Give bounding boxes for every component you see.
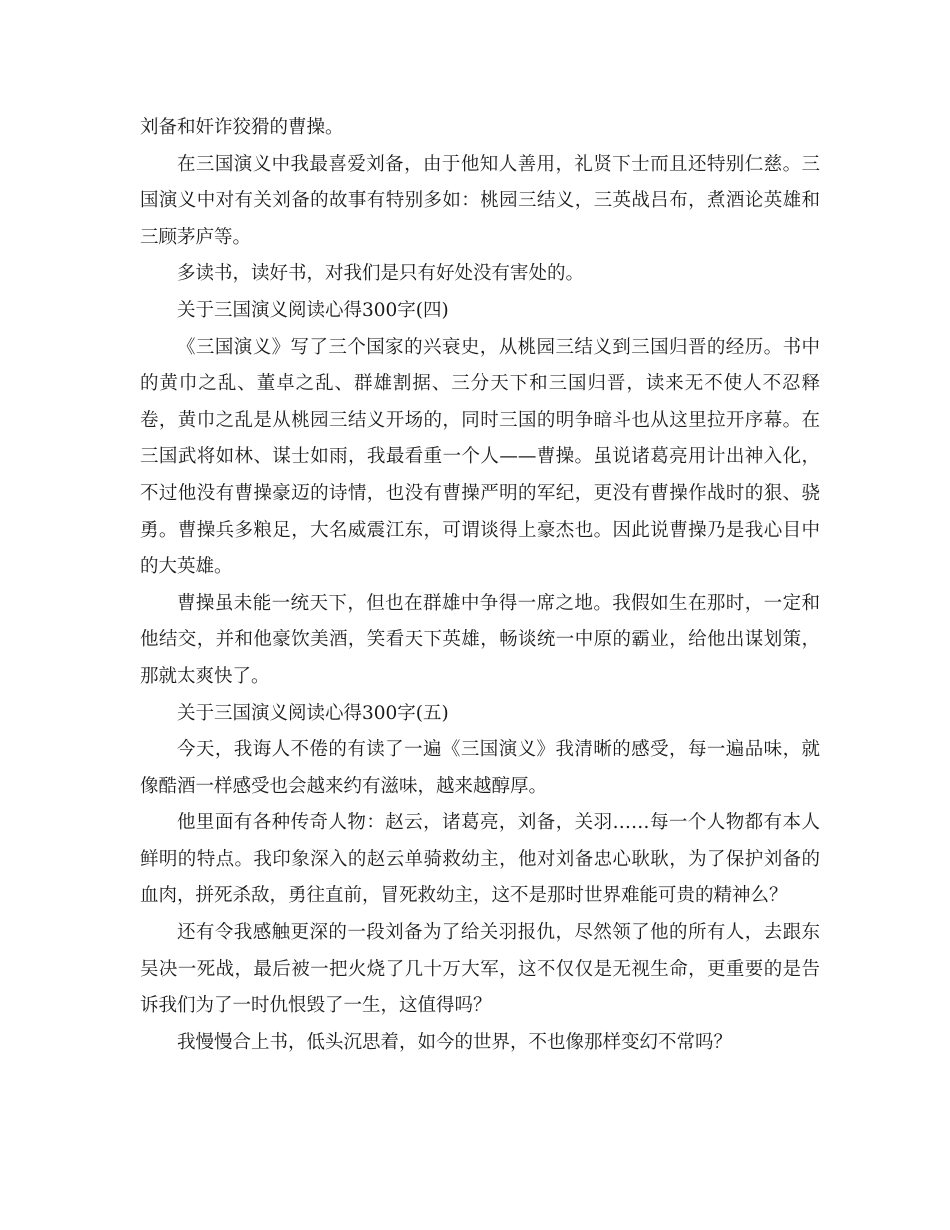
- document-body: [140, 110, 820, 1061]
- paragraph: 他里面有各种传奇人物：赵云，诸葛亮，刘备，关羽……每一个人物都有本人鲜明的特点。我印象深入的赵云单骑救幼主，他对刘备忠心耿耿，为了保护刘备的血肉，拼死杀敌，勇往直前，冒死救幼主，这不是那时世界难能可贵的精神么？: [140, 812, 820, 907]
- paragraph: 我慢慢合上书，低头沉思着，如今的世界，不也像那样变幻不常吗？: [177, 1031, 733, 1053]
- section-heading: 关于三国演义阅读心得300字(四): [177, 299, 449, 321]
- paragraph: 《三国演义》写了三个国家的兴衰史，从桃园三结义到三国归晋的经历。书中的黄巾之乱、董卓之乱、群雄割据、三分天下和三国归晋，读来无不使人不忍释卷，黄巾之乱是从桃园三结义开场的，同时三国的明争暗斗也从这里拉开序幕。在三国武将如林、谋士如雨，我最看重一个人——曹操。虽说诸葛亮用计出神入化，不过他没有曹操豪迈的诗情，也没有曹操严明的军纪，更没有曹操作战时的狠、骁勇。曹操兵多粮足，大名威震江东，可谓谈得上豪杰也。因此说曹操乃是我心目中的大英雄。: [140, 336, 820, 578]
- paragraph: 还有令我感触更深的一段刘备为了给关羽报仇，尽然领了他的所有人，去跟东吴决一死战，最后被一把火烧了几十万大军，这不仅仅是无视生命，更重要的是告诉我们为了一时仇恨毁了一生，这值得吗？: [140, 922, 820, 1017]
- paragraph: 在三国演义中我最喜爱刘备，由于他知人善用，礼贤下士而且还特别仁慈。三国演义中对有关刘备的故事有特别多如：桃园三结义，三英战吕布，煮酒论英雄和三顾茅庐等。: [140, 153, 820, 248]
- paragraph: 曹操虽未能一统天下，但也在群雄中争得一席之地。我假如生在那时，一定和他结交，并和他豪饮美酒，笑看天下英雄，畅谈统一中原的霸业，给他出谋划策，那就太爽快了。: [140, 592, 820, 687]
- paragraph-continuation: 刘备和奸诈狡猾的曹操。: [140, 117, 344, 138]
- paragraph: 多读书，读好书，对我们是只有好处没有害处的。: [177, 263, 585, 285]
- section-heading: 关于三国演义阅读心得300字(五): [177, 702, 449, 724]
- paragraph: 今天，我诲人不倦的有读了一遍《三国演义》我清晰的感受，每一遍品味，就像酷酒一样感受也会越来约有滋味，越来越醇厚。: [140, 739, 820, 797]
